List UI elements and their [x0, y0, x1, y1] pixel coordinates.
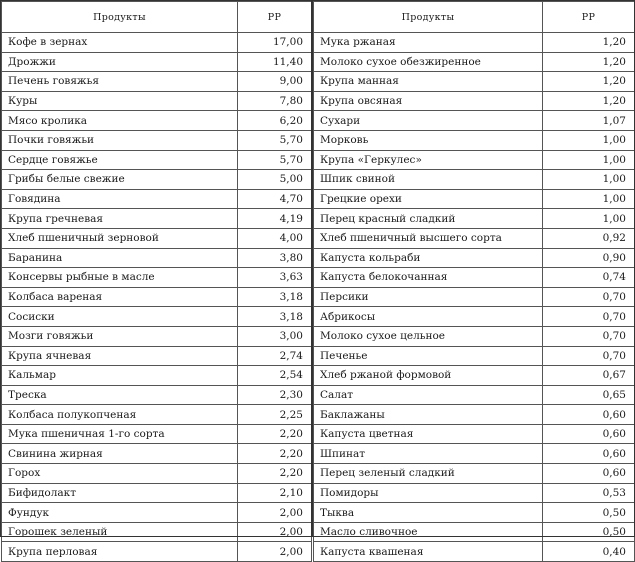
pp-value-cell: 2,00	[238, 522, 312, 542]
table-row	[2, 268, 312, 288]
right-table-body	[314, 33, 635, 562]
pp-value-cell: 0,92	[543, 228, 635, 248]
table-row	[314, 72, 635, 92]
product-name-cell: Капуста квашеная	[314, 542, 543, 562]
table-row	[2, 52, 312, 72]
pp-value-cell: 3,00	[238, 326, 312, 346]
product-name-cell: Печенье	[314, 346, 543, 366]
product-name-cell: Баранина	[2, 248, 238, 268]
table-row	[314, 248, 635, 268]
table-row	[2, 522, 312, 542]
pp-value-cell: 3,18	[238, 307, 312, 327]
product-name-cell: Морковь	[314, 130, 543, 150]
table-row	[314, 483, 635, 503]
table-row	[2, 189, 312, 209]
pp-value-cell: 4,19	[238, 209, 312, 229]
left-table-half	[1, 1, 311, 558]
pp-value-cell: 1,00	[543, 209, 635, 229]
product-name-cell: Хлеб пшеничный зерновой	[2, 228, 238, 248]
table-row	[2, 483, 312, 503]
pp-value-cell: 0,60	[543, 444, 635, 464]
product-name-cell: Тыква	[314, 503, 543, 523]
product-name-cell: Горошек зеленый	[2, 522, 238, 542]
pp-value-cell: 0,70	[543, 326, 635, 346]
table-row	[314, 189, 635, 209]
column-header-pp: PP	[238, 2, 312, 33]
table-row	[314, 307, 635, 327]
product-name-cell: Консервы рыбные в масле	[2, 268, 238, 288]
table-row	[314, 444, 635, 464]
table-row	[2, 444, 312, 464]
table-row	[314, 228, 635, 248]
pp-value-cell: 6,20	[238, 111, 312, 131]
pp-value-cell: 5,70	[238, 130, 312, 150]
pp-value-cell: 11,40	[238, 52, 312, 72]
product-name-cell: Крупа овсяная	[314, 91, 543, 111]
table-row	[2, 405, 312, 425]
pp-value-cell: 0,53	[543, 483, 635, 503]
product-name-cell: Крупа перловая	[2, 542, 238, 562]
product-name-cell: Сухари	[314, 111, 543, 131]
pp-value-cell: 0,65	[543, 385, 635, 405]
table-row	[2, 130, 312, 150]
table-row	[2, 170, 312, 190]
pp-value-cell: 5,00	[238, 170, 312, 190]
table-row	[314, 287, 635, 307]
product-name-cell: Куры	[2, 91, 238, 111]
product-name-cell: Абрикосы	[314, 307, 543, 327]
table-row	[2, 346, 312, 366]
product-name-cell: Капуста кольраби	[314, 248, 543, 268]
product-name-cell: Крупа манная	[314, 72, 543, 92]
product-name-cell: Мясо кролика	[2, 111, 238, 131]
right-table	[313, 1, 635, 562]
product-name-cell: Шпинат	[314, 444, 543, 464]
table-row	[2, 150, 312, 170]
table-row	[2, 209, 312, 229]
table-row	[2, 228, 312, 248]
table-row	[2, 424, 312, 444]
product-name-cell: Капуста цветная	[314, 424, 543, 444]
table-row	[314, 424, 635, 444]
pp-value-cell: 0,90	[543, 248, 635, 268]
table-row	[2, 91, 312, 111]
table-row	[2, 542, 312, 562]
product-name-cell: Капуста белокочанная	[314, 268, 543, 288]
left-table-body	[2, 33, 312, 562]
table-row	[2, 366, 312, 386]
product-name-cell: Сердце говяжье	[2, 150, 238, 170]
table-row	[314, 326, 635, 346]
product-name-cell: Сосиски	[2, 307, 238, 327]
pp-value-cell: 17,00	[238, 33, 312, 53]
table-row	[2, 248, 312, 268]
product-name-cell: Колбаса вареная	[2, 287, 238, 307]
pp-value-cell: 3,80	[238, 248, 312, 268]
table-row	[314, 209, 635, 229]
pp-value-cell: 0,74	[543, 268, 635, 288]
table-row	[2, 33, 312, 53]
table-row	[2, 503, 312, 523]
pp-value-cell: 4,00	[238, 228, 312, 248]
pp-value-cell: 2,00	[238, 542, 312, 562]
product-name-cell: Мозги говяжьи	[2, 326, 238, 346]
pp-value-cell: 3,63	[238, 268, 312, 288]
pp-value-cell: 1,00	[543, 150, 635, 170]
pp-value-cell: 2,74	[238, 346, 312, 366]
table-row	[314, 405, 635, 425]
table-row	[314, 52, 635, 72]
product-name-cell: Мука пшеничная 1-го сорта	[2, 424, 238, 444]
pp-value-cell: 5,70	[238, 150, 312, 170]
table-row	[2, 385, 312, 405]
table-row	[2, 326, 312, 346]
column-header-product: Продукты	[314, 2, 543, 33]
product-name-cell: Крупа ячневая	[2, 346, 238, 366]
product-name-cell: Грецкие орехи	[314, 189, 543, 209]
product-name-cell: Почки говяжьи	[2, 130, 238, 150]
table-row	[2, 72, 312, 92]
product-name-cell: Печень говяжья	[2, 72, 238, 92]
right-table-half	[313, 1, 634, 558]
pp-value-cell: 1,20	[543, 91, 635, 111]
pp-value-cell: 2,20	[238, 424, 312, 444]
table-row	[314, 522, 635, 542]
pp-value-cell: 2,25	[238, 405, 312, 425]
pp-value-cell: 0,50	[543, 522, 635, 542]
product-name-cell: Персики	[314, 287, 543, 307]
pp-value-cell: 4,70	[238, 189, 312, 209]
pp-value-cell: 0,67	[543, 366, 635, 386]
product-name-cell: Кофе в зернах	[2, 33, 238, 53]
pp-value-cell: 0,70	[543, 307, 635, 327]
product-name-cell: Хлеб ржаной формовой	[314, 366, 543, 386]
pp-value-cell: 1,20	[543, 72, 635, 92]
product-name-cell: Масло сливочное	[314, 522, 543, 542]
table-row	[314, 33, 635, 53]
pp-value-cell: 2,10	[238, 483, 312, 503]
table-row	[314, 91, 635, 111]
pp-value-cell: 1,20	[543, 52, 635, 72]
pp-value-cell: 0,40	[543, 542, 635, 562]
header-row	[2, 2, 312, 33]
product-name-cell: Свинина жирная	[2, 444, 238, 464]
header-row	[314, 2, 635, 33]
table-row	[314, 130, 635, 150]
product-name-cell: Шпик свиной	[314, 170, 543, 190]
pp-value-cell: 0,60	[543, 405, 635, 425]
pp-value-cell: 1,00	[543, 189, 635, 209]
pp-value-cell: 2,20	[238, 464, 312, 484]
product-name-cell: Баклажаны	[314, 405, 543, 425]
pp-value-cell: 1,07	[543, 111, 635, 131]
pp-value-cell: 0,70	[543, 346, 635, 366]
product-name-cell: Треска	[2, 385, 238, 405]
pp-value-cell: 0,60	[543, 424, 635, 444]
table-row	[2, 287, 312, 307]
product-name-cell: Помидоры	[314, 483, 543, 503]
pp-value-cell: 7,80	[238, 91, 312, 111]
product-name-cell: Молоко сухое обезжиренное	[314, 52, 543, 72]
product-name-cell: Колбаса полукопченая	[2, 405, 238, 425]
product-name-cell: Молоко сухое цельное	[314, 326, 543, 346]
product-name-cell: Салат	[314, 385, 543, 405]
pp-value-cell: 0,70	[543, 287, 635, 307]
product-name-cell: Крупа «Геркулес»	[314, 150, 543, 170]
pp-value-cell: 2,54	[238, 366, 312, 386]
pp-value-cell: 2,30	[238, 385, 312, 405]
table-row	[314, 385, 635, 405]
pp-value-cell: 9,00	[238, 72, 312, 92]
table-row	[314, 170, 635, 190]
product-name-cell: Фундук	[2, 503, 238, 523]
pp-value-cell: 1,00	[543, 170, 635, 190]
pp-value-cell: 3,18	[238, 287, 312, 307]
table-row	[314, 111, 635, 131]
product-name-cell: Горох	[2, 464, 238, 484]
column-header-pp: PP	[543, 2, 635, 33]
product-name-cell: Грибы белые свежие	[2, 170, 238, 190]
left-table	[1, 1, 312, 562]
table-row	[314, 464, 635, 484]
product-name-cell: Хлеб пшеничный высшего сорта	[314, 228, 543, 248]
product-name-cell: Говядина	[2, 189, 238, 209]
table-row	[314, 503, 635, 523]
pp-value-cell: 1,00	[543, 130, 635, 150]
product-name-cell: Бифидолакт	[2, 483, 238, 503]
product-name-cell: Кальмар	[2, 366, 238, 386]
table-row	[2, 307, 312, 327]
table-row	[314, 542, 635, 562]
product-name-cell: Мука ржаная	[314, 33, 543, 53]
table-row	[314, 366, 635, 386]
table-row	[314, 150, 635, 170]
product-name-cell: Крупа гречневая	[2, 209, 238, 229]
column-header-product: Продукты	[2, 2, 238, 33]
pp-value-cell: 0,50	[543, 503, 635, 523]
pp-value-cell: 2,20	[238, 444, 312, 464]
table-row	[314, 346, 635, 366]
pp-value-cell: 1,20	[543, 33, 635, 53]
table-row	[314, 268, 635, 288]
product-name-cell: Перец красный сладкий	[314, 209, 543, 229]
pp-value-cell: 2,00	[238, 503, 312, 523]
table-row	[2, 464, 312, 484]
pp-value-cell: 0,60	[543, 464, 635, 484]
product-name-cell: Перец зеленый сладкий	[314, 464, 543, 484]
product-name-cell: Дрожжи	[2, 52, 238, 72]
table-row	[2, 111, 312, 131]
